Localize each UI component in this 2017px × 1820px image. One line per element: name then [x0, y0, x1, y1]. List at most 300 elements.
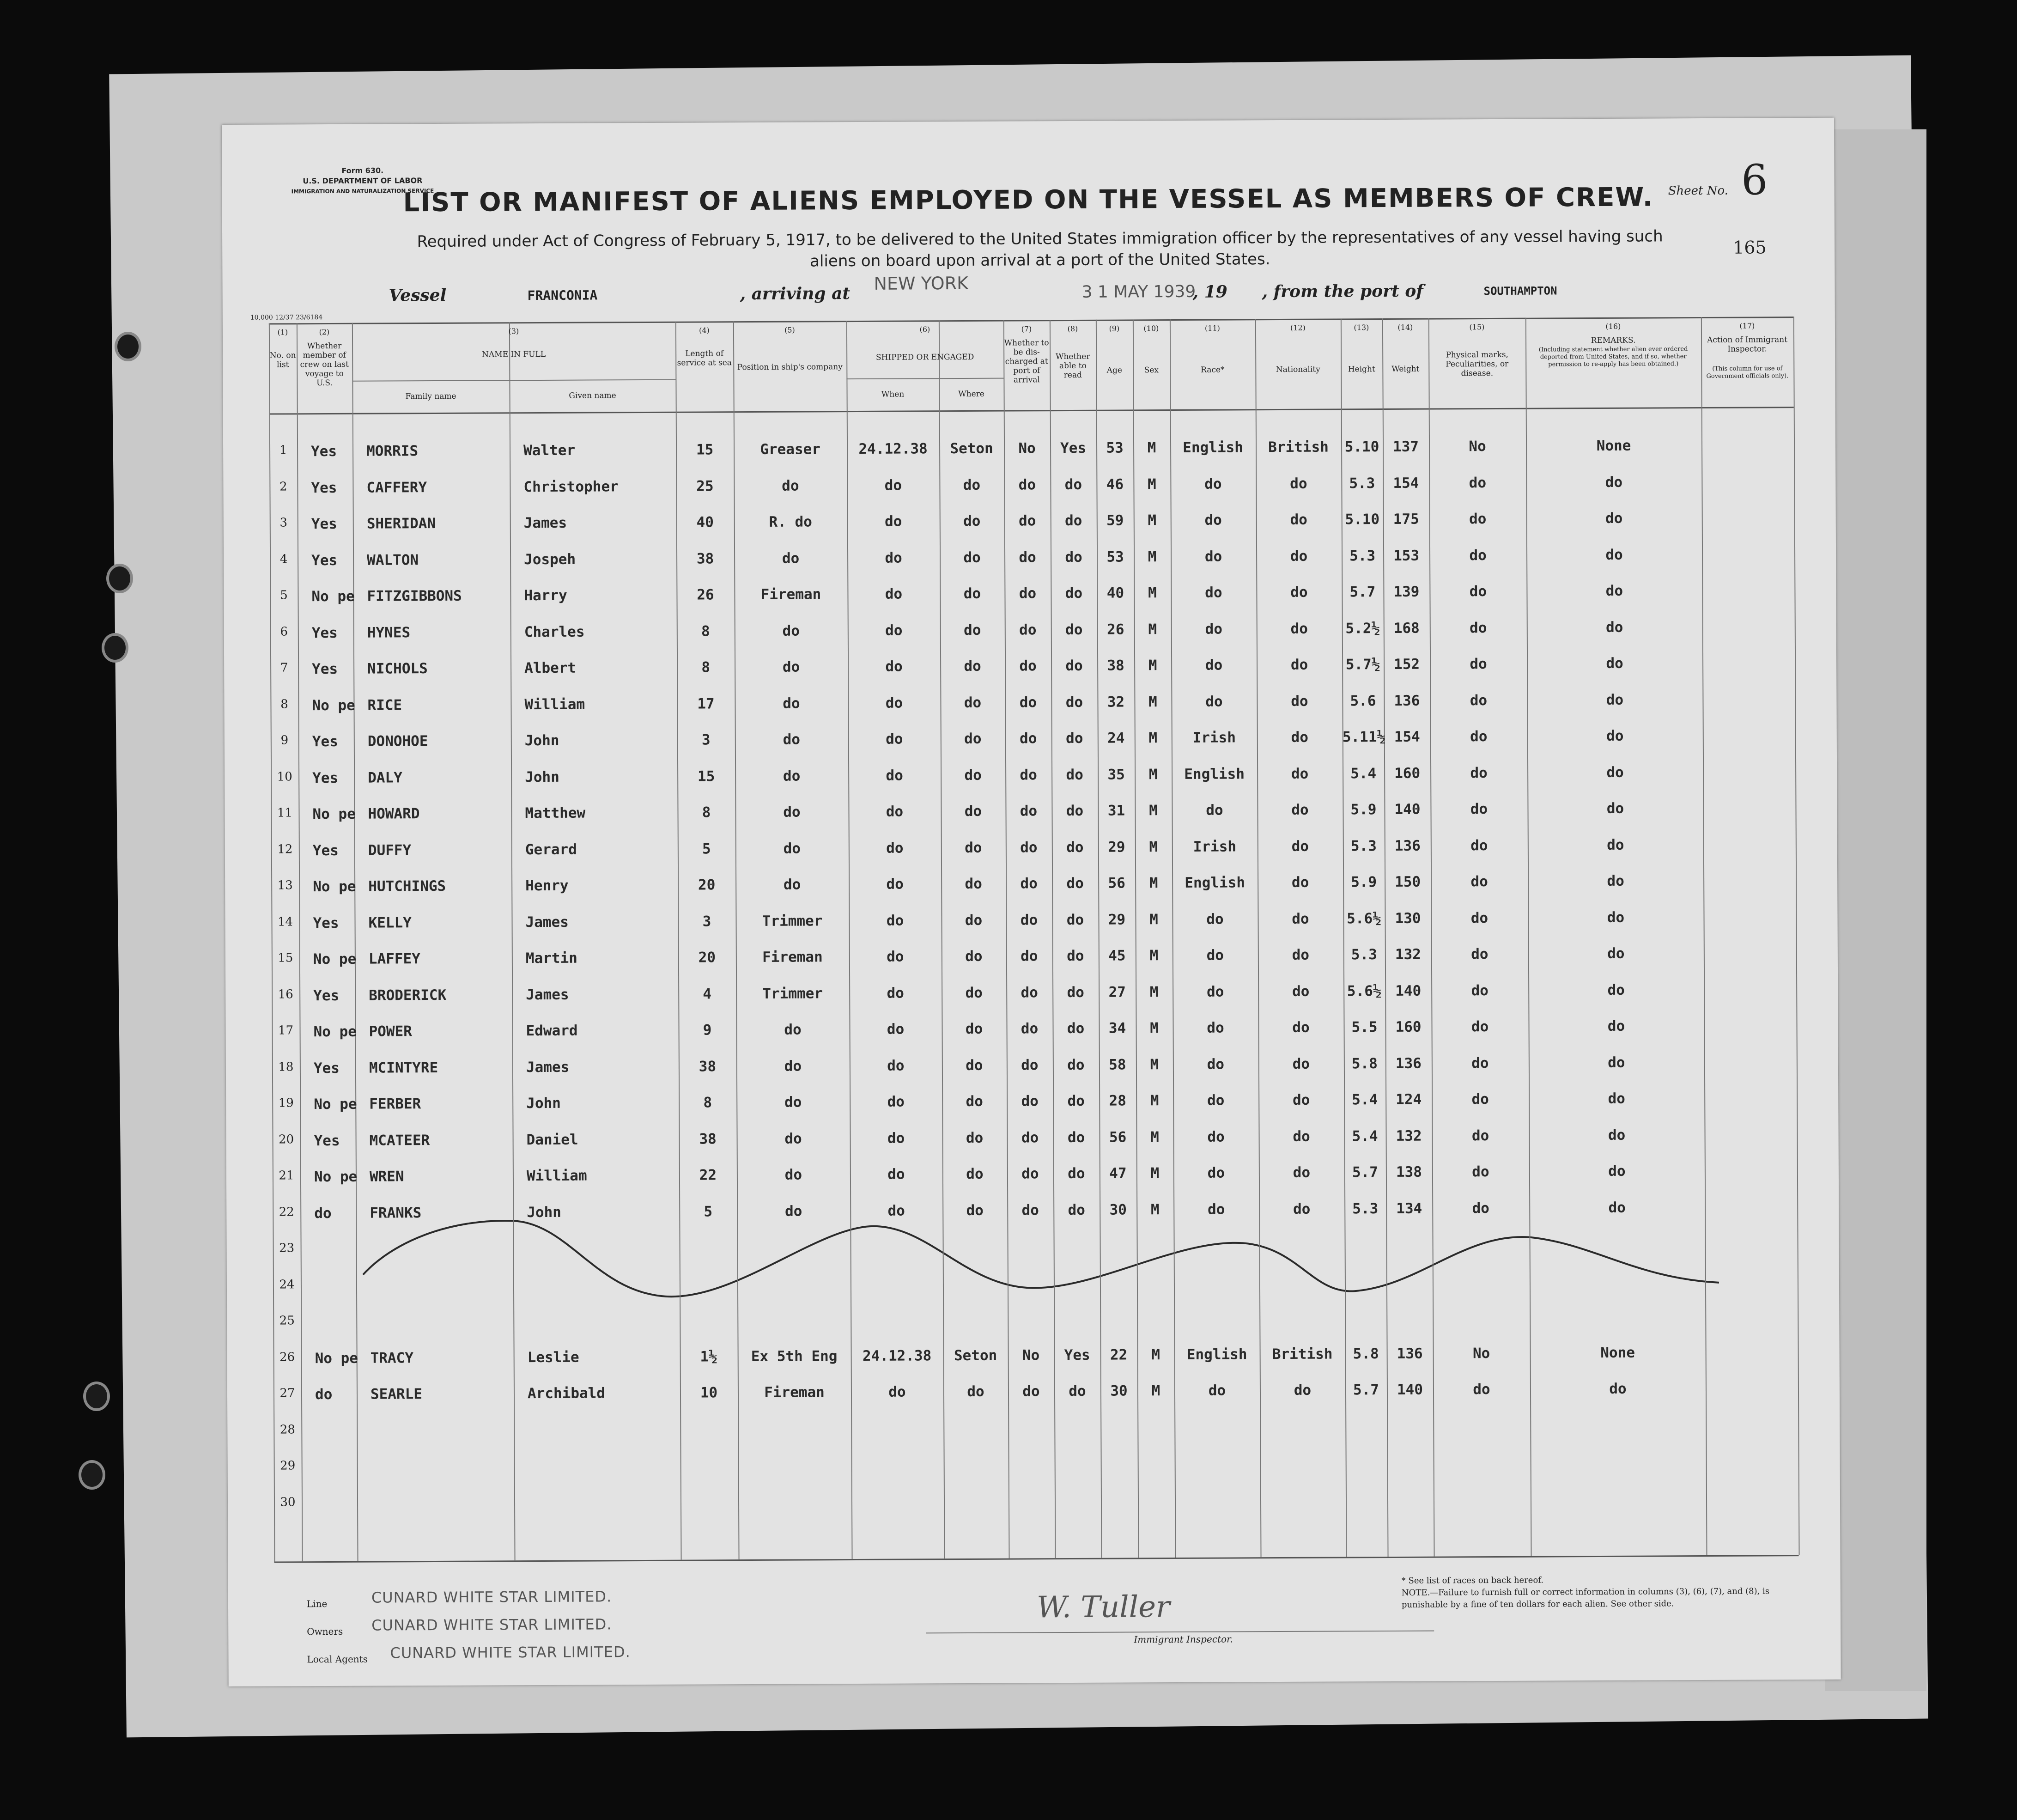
- cell-family-name: DUFFY: [368, 841, 412, 859]
- punch-hole: [106, 564, 133, 593]
- cell-service-length: 22: [699, 1167, 717, 1184]
- cell-weight: 124: [1396, 1091, 1422, 1108]
- cell-shipped-when: do: [886, 730, 903, 748]
- subtitle-line-1: Required under Act of Congress of February 5, 1917, to be delivered to the United States immigration officer by the representatives of any vessel having such: [417, 227, 1663, 251]
- header-shipped-engaged: SHIPPED OR ENGAGED: [875, 352, 974, 362]
- cell-physical-marks: do: [1470, 909, 1488, 926]
- cell-given-name: James: [523, 514, 567, 532]
- header-race: Race*: [1201, 365, 1225, 375]
- page-subtitle: [370, 225, 1710, 274]
- cell-remarks: do: [1605, 582, 1623, 599]
- cell-no: 11: [277, 806, 293, 820]
- cell-nationality: do: [1292, 1091, 1310, 1108]
- cell-physical-marks: do: [1472, 1199, 1489, 1217]
- cell-discharged: No: [1018, 440, 1036, 457]
- header-age: Age: [1106, 365, 1122, 375]
- cell-nationality: do: [1291, 765, 1309, 782]
- cell-height: 5.6½: [1347, 982, 1382, 999]
- cell-able-to-read: do: [1065, 548, 1082, 566]
- cell-no: 16: [278, 987, 293, 1001]
- cell-height: 5.8: [1351, 1055, 1378, 1072]
- cell-able-to-read: do: [1067, 1129, 1085, 1146]
- header-remarks-note: (Including statement whether alien ever ordered deported from United States, and if so, whether permission to re-apply has been obtained.): [1538, 346, 1688, 368]
- header-given-name: Given name: [569, 391, 616, 401]
- cell-weight: 137: [1392, 438, 1419, 455]
- cell-family-name: HOWARD: [368, 805, 420, 822]
- cell-position: do: [784, 1094, 802, 1111]
- cell-family-name: MCINTYRE: [369, 1059, 438, 1077]
- cell-family-name: WREN: [369, 1168, 404, 1185]
- cell-no: 5: [280, 588, 288, 603]
- cell-previous-voyage: Yes: [311, 624, 338, 641]
- cell-no: 30: [280, 1495, 296, 1509]
- cell-weight: 153: [1393, 547, 1420, 564]
- cell-age: 28: [1109, 1092, 1126, 1109]
- cell-shipped-where: do: [964, 621, 981, 639]
- stamp-number: 165: [1733, 237, 1767, 258]
- cell-sex: M: [1148, 730, 1158, 747]
- cell-position: do: [782, 550, 800, 567]
- cell-race: do: [1205, 657, 1223, 674]
- line-value: CUNARD WHITE STAR LIMITED.: [371, 1588, 612, 1607]
- cell-able-to-read: do: [1065, 621, 1083, 638]
- cell-able-to-read: do: [1064, 476, 1082, 493]
- cell-sex: M: [1149, 947, 1159, 964]
- cell-no: 9: [280, 733, 289, 748]
- cell-height: 5.4: [1350, 765, 1377, 782]
- cell-shipped-when: do: [887, 1093, 905, 1110]
- cell-discharged: do: [1020, 839, 1038, 856]
- punch-hole: [102, 633, 128, 663]
- cell-race: do: [1207, 1128, 1225, 1145]
- cell-nationality: do: [1292, 1055, 1310, 1072]
- cell-family-name: FITZGIBBONS: [367, 587, 462, 605]
- agents-label: Local Agents: [307, 1653, 368, 1665]
- cell-shipped-when: 24.12.38: [862, 1347, 932, 1364]
- column-number: (9): [1109, 324, 1120, 333]
- cell-physical-marks: do: [1470, 873, 1488, 890]
- cell-sex: M: [1150, 1128, 1159, 1145]
- cell-race: do: [1204, 548, 1222, 565]
- cell-service-length: 8: [703, 1094, 712, 1111]
- cell-discharged: do: [1020, 730, 1037, 747]
- cell-nationality: do: [1290, 620, 1308, 637]
- cell-shipped-when: do: [887, 1057, 905, 1074]
- cell-race: do: [1207, 1092, 1225, 1109]
- cell-previous-voyage: No pe: [313, 1023, 357, 1041]
- cell-shipped-where: Seton: [950, 440, 993, 457]
- cell-shipped-where: do: [966, 1202, 984, 1219]
- cell-previous-voyage: do: [315, 1386, 333, 1403]
- vessel-line: [246, 273, 1747, 310]
- cell-no: 12: [277, 842, 293, 856]
- cell-given-name: James: [526, 986, 569, 1003]
- cell-position: do: [782, 622, 800, 639]
- cell-family-name: RICE: [367, 696, 402, 714]
- cell-no: 28: [279, 1422, 295, 1437]
- cell-race: do: [1204, 511, 1222, 529]
- cell-given-name: John: [525, 768, 559, 785]
- cell-service-length: 10: [700, 1384, 718, 1401]
- cell-given-name: Charles: [524, 623, 585, 640]
- cell-previous-voyage: No pe: [313, 878, 356, 895]
- cell-discharged: do: [1021, 1093, 1039, 1110]
- cell-remarks: do: [1606, 619, 1623, 636]
- cell-sex: M: [1151, 1382, 1160, 1400]
- cell-service-length: 9: [703, 1022, 712, 1039]
- signature-rule: [926, 1631, 1434, 1634]
- cell-able-to-read: do: [1066, 802, 1084, 820]
- cell-previous-voyage: No pe: [315, 1350, 358, 1367]
- cell-discharged: do: [1020, 875, 1038, 892]
- cell-discharged: do: [1019, 548, 1036, 566]
- cell-weight: 132: [1396, 1127, 1422, 1144]
- cell-shipped-where: do: [966, 1057, 983, 1074]
- cell-previous-voyage: Yes: [311, 479, 337, 496]
- cell-able-to-read: do: [1065, 694, 1083, 711]
- cell-shipped-where: do: [964, 730, 982, 747]
- cell-no: 20: [278, 1132, 294, 1146]
- subtitle-line-2: aliens on board upon arrival at a port of the United States.: [810, 250, 1270, 271]
- cell-shipped-where: Seton: [954, 1347, 997, 1364]
- cell-able-to-read: Yes: [1060, 439, 1087, 457]
- cell-discharged: do: [1021, 1020, 1039, 1037]
- cell-remarks: do: [1608, 1054, 1625, 1071]
- cell-shipped-when: do: [887, 1130, 905, 1147]
- cell-position: do: [785, 1203, 802, 1220]
- cell-previous-voyage: Yes: [311, 443, 337, 460]
- cell-remarks: do: [1606, 800, 1624, 817]
- cell-nationality: do: [1290, 656, 1308, 673]
- cell-given-name: John: [526, 1095, 561, 1112]
- cell-remarks: do: [1607, 909, 1625, 926]
- cell-age: 47: [1109, 1165, 1127, 1182]
- cell-nationality: do: [1291, 729, 1309, 746]
- cell-sex: M: [1149, 838, 1158, 855]
- cell-discharged: do: [1019, 694, 1037, 711]
- cell-given-name: Walter: [523, 442, 576, 459]
- cell-shipped-when: 24.12.38: [858, 440, 928, 457]
- cell-shipped-where: do: [965, 948, 983, 965]
- cell-shipped-when: do: [886, 840, 904, 857]
- cell-shipped-when: do: [887, 948, 904, 965]
- cell-able-to-read: do: [1067, 984, 1084, 1001]
- cell-previous-voyage: Yes: [311, 552, 338, 569]
- cell-race: Irish: [1192, 729, 1236, 746]
- cell-height: 5.9: [1351, 874, 1377, 891]
- cell-service-length: 40: [696, 514, 714, 531]
- cell-age: 46: [1106, 475, 1124, 493]
- cell-physical-marks: do: [1470, 656, 1487, 673]
- cell-race: do: [1207, 1056, 1225, 1073]
- cell-weight: 160: [1394, 765, 1421, 782]
- cell-weight: 136: [1394, 837, 1421, 854]
- cell-able-to-read: do: [1065, 657, 1083, 675]
- cell-service-length: 8: [701, 659, 711, 676]
- owners-label: Owners: [307, 1625, 343, 1637]
- cell-race: do: [1205, 621, 1223, 638]
- cell-sex: M: [1147, 475, 1156, 493]
- cell-age: 26: [1107, 621, 1124, 638]
- cell-physical-marks: do: [1469, 511, 1487, 528]
- cell-age: 30: [1110, 1382, 1128, 1400]
- cell-nationality: do: [1292, 946, 1310, 963]
- cell-height: 5.3: [1352, 1200, 1379, 1217]
- cell-sex: M: [1148, 766, 1158, 783]
- cell-family-name: DONOHOE: [367, 733, 428, 750]
- cell-service-length: 38: [699, 1130, 717, 1148]
- cell-shipped-when: do: [885, 622, 903, 639]
- cell-age: 30: [1109, 1201, 1127, 1218]
- cell-weight: 140: [1395, 982, 1422, 999]
- cell-family-name: HYNES: [367, 624, 411, 641]
- cell-discharged: do: [1021, 948, 1038, 965]
- cell-previous-voyage: do: [314, 1205, 332, 1222]
- cell-given-name: Gerard: [525, 841, 577, 858]
- backing-sheet-edge: [1825, 129, 1926, 1691]
- cell-physical-marks: do: [1472, 1163, 1489, 1181]
- cell-given-name: Archibald: [527, 1385, 606, 1402]
- cell-shipped-when: do: [887, 1021, 905, 1038]
- cell-no: 1: [279, 443, 287, 457]
- header-height: Height: [1348, 365, 1375, 374]
- cell-nationality: do: [1293, 1128, 1310, 1145]
- cell-remarks: do: [1609, 1380, 1627, 1397]
- cell-race: English: [1185, 874, 1245, 891]
- header-nationality: Nationality: [1276, 365, 1320, 375]
- cell-height: 5.6: [1350, 692, 1376, 709]
- cell-remarks: None: [1600, 1344, 1635, 1361]
- cell-physical-marks: do: [1471, 1054, 1489, 1071]
- cell-height: 5.10: [1345, 511, 1380, 528]
- sheet-number-label: Sheet No.: [1668, 183, 1728, 198]
- cell-shipped-when: do: [885, 658, 903, 675]
- cell-race: do: [1204, 475, 1222, 493]
- header-shipped-when: When: [881, 390, 905, 399]
- cell-physical-marks: do: [1471, 1091, 1489, 1108]
- cell-able-to-read: do: [1066, 766, 1083, 783]
- cell-position: do: [783, 876, 801, 893]
- cell-weight: 160: [1395, 1018, 1422, 1035]
- vessel-name: FRANCONIA: [527, 287, 598, 304]
- cell-given-name: James: [526, 1059, 570, 1076]
- column-number: (15): [1469, 323, 1485, 332]
- cell-sex: M: [1148, 548, 1157, 565]
- cell-remarks: do: [1606, 764, 1624, 781]
- cell-sex: M: [1150, 1020, 1159, 1037]
- cell-family-name: BRODERICK: [369, 986, 447, 1004]
- cell-discharged: do: [1021, 1165, 1039, 1182]
- cell-previous-voyage: Yes: [313, 914, 339, 931]
- footer-notes: [1402, 1573, 1817, 1611]
- cell-able-to-read: do: [1065, 512, 1082, 530]
- cell-age: 29: [1108, 911, 1126, 928]
- cell-age: 27: [1108, 983, 1126, 1001]
- cell-given-name: Martin: [525, 950, 577, 967]
- department-name: U.S. DEPARTMENT OF LABOR: [303, 176, 423, 186]
- cell-able-to-read: Yes: [1064, 1346, 1090, 1363]
- cell-nationality: do: [1294, 1382, 1312, 1399]
- cell-sex: M: [1151, 1346, 1160, 1363]
- cell-weight: 138: [1396, 1163, 1422, 1181]
- cell-given-name: Matthew: [525, 804, 586, 822]
- cell-height: 5.3: [1349, 547, 1376, 564]
- cell-discharged: do: [1020, 766, 1037, 783]
- race-note: * See list of races on back hereof.: [1401, 1575, 1544, 1586]
- cell-able-to-read: do: [1067, 1092, 1085, 1110]
- cell-family-name: SHERIDAN: [366, 515, 436, 532]
- cell-physical-marks: do: [1470, 728, 1488, 745]
- cell-height: 5.7: [1349, 584, 1376, 601]
- cell-position: Trimmer: [762, 912, 823, 930]
- cell-sex: M: [1148, 657, 1157, 674]
- cell-no: 4: [279, 552, 288, 566]
- cell-service-length: 25: [696, 477, 714, 495]
- cell-given-name: William: [526, 1167, 587, 1185]
- cell-nationality: do: [1291, 838, 1309, 855]
- cell-position: do: [783, 731, 801, 748]
- header-sex: Sex: [1144, 365, 1159, 375]
- cell-shipped-where: do: [965, 1020, 983, 1037]
- cell-discharged: do: [1019, 512, 1036, 530]
- year-label: , 19: [1192, 282, 1227, 302]
- penalty-note: NOTE.—Failure to furnish full or correct information in columns (3), (6), (7), and (8), is punishable by a fine of ten dollars for each alien. See other side.: [1401, 1586, 1770, 1610]
- cell-position: do: [784, 1021, 802, 1038]
- cell-service-length: 15: [697, 767, 715, 785]
- cell-nationality: do: [1290, 584, 1308, 601]
- cancel-wave-line: [269, 317, 1799, 1561]
- cell-no: 13: [277, 878, 293, 893]
- cell-no: 22: [279, 1205, 294, 1219]
- cell-able-to-read: do: [1067, 1056, 1085, 1073]
- cell-age: 53: [1106, 548, 1124, 566]
- cell-shipped-where: do: [967, 1383, 984, 1400]
- cell-weight: 136: [1395, 1055, 1422, 1072]
- column-number: (5): [784, 325, 795, 335]
- cell-remarks: do: [1605, 510, 1623, 527]
- cell-age: 40: [1106, 584, 1124, 602]
- cell-family-name: WALTON: [367, 551, 419, 569]
- cell-previous-voyage: Yes: [312, 660, 338, 678]
- cell-discharged: do: [1021, 1056, 1039, 1073]
- header-discharged: Whether to be dis-charged at port of arrival: [1004, 338, 1049, 385]
- header-inspector-note: (This column for use of Government officials only).: [1706, 365, 1789, 380]
- cell-height: 5.9: [1350, 801, 1377, 818]
- cell-physical-marks: do: [1471, 946, 1488, 963]
- cell-nationality: British: [1268, 438, 1329, 456]
- cell-no: 7: [280, 661, 288, 675]
- cell-shipped-where: do: [963, 476, 981, 493]
- cell-family-name: MCATEER: [369, 1132, 430, 1149]
- service-name: IMMIGRATION AND NATURALIZATION SERVICE: [291, 187, 434, 195]
- cell-race: do: [1208, 1201, 1225, 1218]
- form-number: Form 630.: [341, 166, 384, 175]
- cell-remarks: do: [1606, 691, 1624, 708]
- cell-physical-marks: do: [1470, 619, 1487, 636]
- cell-nationality: do: [1290, 511, 1307, 528]
- inspector-label: Immigrant Inspector.: [1134, 1633, 1233, 1645]
- cell-age: 24: [1107, 730, 1125, 747]
- cell-position: Fireman: [762, 949, 823, 966]
- cell-sex: M: [1150, 1201, 1160, 1218]
- cell-sex: M: [1150, 1056, 1159, 1073]
- cell-service-length: 8: [702, 804, 711, 821]
- cell-race: do: [1207, 1164, 1225, 1181]
- cell-previous-voyage: No pe: [314, 1168, 358, 1186]
- inspector-signature: W. Tuller: [1036, 1590, 1170, 1625]
- cell-height: 5.7: [1352, 1164, 1378, 1181]
- cell-service-length: 20: [698, 877, 716, 894]
- cell-previous-voyage: Yes: [312, 733, 338, 750]
- cell-race: do: [1207, 1019, 1224, 1036]
- cell-able-to-read: do: [1067, 1020, 1085, 1037]
- cell-discharged: do: [1021, 984, 1038, 1001]
- header-service-length: Length of service at sea: [677, 349, 732, 368]
- cell-height: 5.7½: [1345, 656, 1380, 673]
- cell-discharged: do: [1021, 1201, 1039, 1218]
- cell-position: Fireman: [764, 1384, 825, 1401]
- cell-remarks: do: [1605, 474, 1623, 491]
- cell-position: do: [782, 658, 800, 676]
- cell-remarks: do: [1606, 727, 1624, 744]
- line-label: Line: [306, 1598, 328, 1610]
- column-number: (2): [319, 327, 330, 337]
- cell-shipped-where: do: [966, 1093, 983, 1110]
- crew-table: [269, 317, 1799, 1561]
- column-number: (13): [1354, 323, 1369, 332]
- cell-service-length: 3: [701, 731, 711, 749]
- column-number: (11): [1204, 323, 1220, 333]
- cell-able-to-read: do: [1068, 1201, 1085, 1218]
- header-family-name: Family name: [405, 391, 456, 402]
- cell-race: do: [1206, 983, 1224, 1000]
- cell-previous-voyage: Yes: [312, 842, 339, 859]
- cell-race: English: [1186, 1345, 1247, 1363]
- page-title: LIST OR MANIFEST OF ALIENS EMPLOYED ON THE VESSEL AS MEMBERS OF CREW.: [403, 182, 1654, 218]
- punch-hole: [79, 1460, 105, 1490]
- cell-service-length: 26: [697, 586, 714, 603]
- cell-physical-marks: do: [1470, 692, 1488, 709]
- cell-shipped-where: do: [963, 585, 981, 603]
- cell-height: 5.7: [1353, 1382, 1379, 1399]
- cell-weight: 132: [1395, 946, 1421, 963]
- vessel-label: Vessel: [389, 285, 447, 305]
- cell-race: do: [1206, 802, 1223, 819]
- cell-no: 23: [279, 1241, 295, 1255]
- cell-previous-voyage: Yes: [313, 1059, 340, 1077]
- cell-weight: 175: [1393, 511, 1419, 528]
- print-code: 10,000 12/37 23/6184: [250, 314, 323, 322]
- cell-age: 53: [1106, 439, 1124, 457]
- cell-position: Ex 5th Eng: [751, 1347, 838, 1365]
- cell-able-to-read: do: [1066, 911, 1084, 928]
- header-weight: Weight: [1391, 364, 1420, 374]
- column-number: (1): [277, 328, 288, 337]
- cell-height: 5.11½: [1342, 729, 1386, 746]
- cell-shipped-where: do: [966, 1165, 984, 1182]
- cell-shipped-when: do: [885, 585, 903, 603]
- cell-service-length: 5: [704, 1203, 713, 1220]
- cell-remarks: None: [1596, 437, 1631, 455]
- cell-discharged: do: [1019, 621, 1037, 638]
- cell-sex: M: [1148, 693, 1157, 710]
- cell-shipped-where: do: [963, 512, 981, 530]
- cell-discharged: do: [1018, 476, 1036, 493]
- cell-age: 32: [1107, 693, 1125, 711]
- column-number: (14): [1397, 323, 1413, 332]
- cell-able-to-read: do: [1066, 875, 1084, 892]
- column-number: (16): [1605, 322, 1621, 331]
